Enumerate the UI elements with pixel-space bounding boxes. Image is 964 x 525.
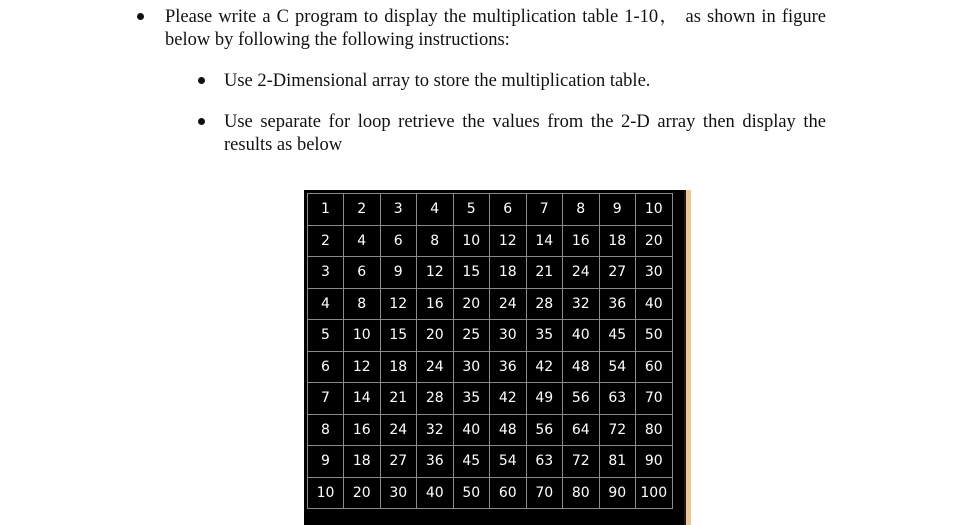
table-cell: 28: [417, 383, 454, 415]
table-cell: 10: [308, 477, 344, 509]
table-cell: 18: [490, 257, 527, 289]
table-cell: 30: [636, 257, 673, 289]
table-cell: 72: [563, 446, 600, 478]
table-cell: 35: [526, 320, 563, 352]
table-cell: 18: [380, 351, 417, 383]
table-cell: 36: [599, 288, 636, 320]
intro-paragraph: Please write a C program to display the multiplication table 1-10， as shown in figure below by following the following instructions:: [165, 7, 826, 50]
table-cell: 90: [599, 477, 636, 509]
bullet-dot: [198, 77, 205, 84]
table-cell: 3: [308, 257, 344, 289]
table-row: [308, 383, 673, 415]
table-cell: 30: [380, 477, 417, 509]
table-row: [308, 320, 673, 352]
table-row: [308, 225, 673, 257]
table-cell: 18: [344, 446, 381, 478]
table-cell: 4: [308, 288, 344, 320]
table-cell: 5: [453, 194, 490, 226]
table-cell: 8: [417, 225, 454, 257]
table-cell: 8: [563, 194, 600, 226]
table-cell: 63: [526, 446, 563, 478]
instruction-item-1: Use 2-Dimensional array to store the multiplication table.: [224, 71, 651, 91]
table-cell: 18: [599, 225, 636, 257]
table-cell: 63: [599, 383, 636, 415]
table-row: [308, 477, 673, 509]
table-cell: 14: [344, 383, 381, 415]
table-cell: 20: [417, 320, 454, 352]
table-cell: 81: [599, 446, 636, 478]
table-cell: 12: [380, 288, 417, 320]
table-cell: 15: [453, 257, 490, 289]
table-cell: 40: [453, 414, 490, 446]
table-cell: 6: [380, 225, 417, 257]
table-cell: 45: [453, 446, 490, 478]
table-cell: 32: [563, 288, 600, 320]
table-cell: 24: [417, 351, 454, 383]
table-cell: 10: [344, 320, 381, 352]
table-cell: 50: [636, 320, 673, 352]
table-cell: 9: [599, 194, 636, 226]
table-cell: 20: [344, 477, 381, 509]
table-cell: 40: [563, 320, 600, 352]
table-cell: 54: [599, 351, 636, 383]
table-cell: 21: [526, 257, 563, 289]
table-cell: 2: [308, 225, 344, 257]
bullet-dot: [198, 118, 205, 125]
table-cell: 80: [563, 477, 600, 509]
table-row: [308, 257, 673, 289]
table-row: [308, 288, 673, 320]
table-cell: 3: [380, 194, 417, 226]
table-cell: 16: [344, 414, 381, 446]
table-cell: 49: [526, 383, 563, 415]
table-cell: 56: [563, 383, 600, 415]
table-cell: 35: [453, 383, 490, 415]
table-cell: 36: [490, 351, 527, 383]
table-cell: 56: [526, 414, 563, 446]
table-row: [308, 194, 673, 226]
table-cell: 9: [308, 446, 344, 478]
table-cell: 80: [636, 414, 673, 446]
table-cell: 40: [636, 288, 673, 320]
table-cell: 50: [453, 477, 490, 509]
table-cell: 60: [636, 351, 673, 383]
table-cell: 12: [490, 225, 527, 257]
table-cell: 6: [308, 351, 344, 383]
table-cell: 90: [636, 446, 673, 478]
table-row: [308, 446, 673, 478]
table-cell: 48: [563, 351, 600, 383]
multiplication-table-image: [304, 190, 684, 525]
table-cell: 10: [636, 194, 673, 226]
table-cell: 16: [417, 288, 454, 320]
table-row: [308, 351, 673, 383]
table-cell: 28: [526, 288, 563, 320]
table-cell: 7: [308, 383, 344, 415]
table-cell: 54: [490, 446, 527, 478]
table-cell: 24: [563, 257, 600, 289]
table-cell: 100: [636, 477, 673, 509]
table-cell: 4: [417, 194, 454, 226]
table-cell: 20: [636, 225, 673, 257]
bullet-dot: [137, 13, 144, 20]
table-cell: 12: [344, 351, 381, 383]
table-cell: 24: [490, 288, 527, 320]
table-cell: 12: [417, 257, 454, 289]
instruction-item-2: Use separate for loop retrieve the values from the 2-D array then display the results as below: [224, 112, 826, 155]
table-cell: 48: [490, 414, 527, 446]
table-cell: 4: [344, 225, 381, 257]
table-cell: 14: [526, 225, 563, 257]
table-cell: 36: [417, 446, 454, 478]
table-cell: 21: [380, 383, 417, 415]
table-cell: 25: [453, 320, 490, 352]
multiplication-table: [307, 193, 673, 509]
table-cell: 6: [344, 257, 381, 289]
table-side-strip: [684, 190, 691, 525]
table-cell: 27: [599, 257, 636, 289]
table-cell: 70: [526, 477, 563, 509]
table-cell: 5: [308, 320, 344, 352]
table-cell: 8: [344, 288, 381, 320]
table-cell: 60: [490, 477, 527, 509]
table-cell: 70: [636, 383, 673, 415]
table-cell: 20: [453, 288, 490, 320]
table-cell: 42: [526, 351, 563, 383]
table-cell: 6: [490, 194, 527, 226]
table-cell: 9: [380, 257, 417, 289]
table-cell: 40: [417, 477, 454, 509]
table-cell: 7: [526, 194, 563, 226]
table-row: [308, 414, 673, 446]
table-cell: 1: [308, 194, 344, 226]
table-cell: 24: [380, 414, 417, 446]
table-cell: 30: [453, 351, 490, 383]
table-cell: 15: [380, 320, 417, 352]
table-cell: 8: [308, 414, 344, 446]
table-cell: 2: [344, 194, 381, 226]
table-cell: 64: [563, 414, 600, 446]
table-cell: 30: [490, 320, 527, 352]
table-cell: 32: [417, 414, 454, 446]
table-cell: 45: [599, 320, 636, 352]
table-cell: 27: [380, 446, 417, 478]
table-cell: 72: [599, 414, 636, 446]
table-cell: 10: [453, 225, 490, 257]
table-cell: 16: [563, 225, 600, 257]
table-cell: 42: [490, 383, 527, 415]
